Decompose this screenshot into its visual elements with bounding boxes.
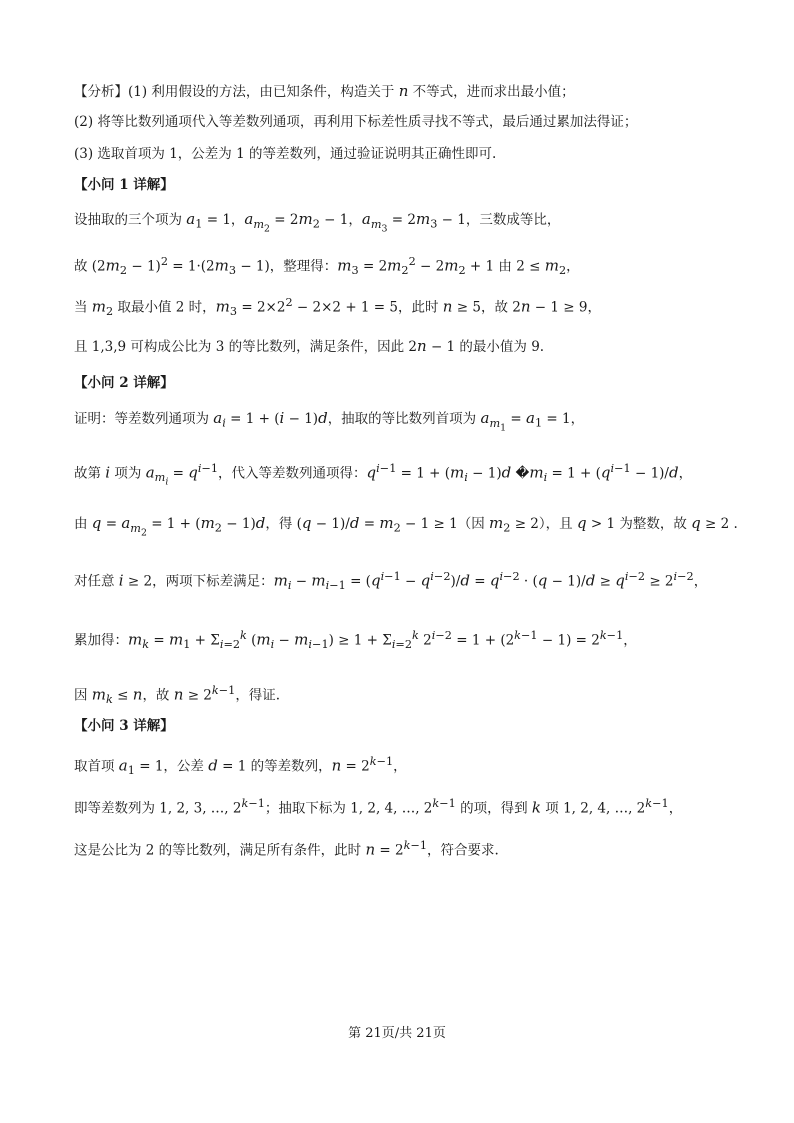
part1-line-4: 且 1,3,9 可构成公比为 3 的等比数列，满足条件，因此 2n − 1 的最小值为 9. bbox=[74, 337, 545, 355]
page-footer: 第 21页/共 21页 bbox=[348, 1026, 446, 1041]
section-heading-1: 【小问 1 详解】 bbox=[74, 177, 174, 193]
part2-line-1: 证明：等差数列通项为 $a_i = 1 + (i - 1)d$，抽取的等比数列首项为 $a_{m_1} = a_1 = 1$， bbox=[74, 409, 585, 433]
part3-line-3: 这是公比为 2 的等比数列，满足所有条件，此时 $n = 2^{k-1}$，符合要求. bbox=[74, 839, 499, 859]
part3-line-2: 即等差数列为 1, 2, 3, …, $2^{k-1}$；抽取下标为 1, 2, 4, …, $2^{k-1}$ 的项，得到 k 项 1, 2, 4, …, $2^{k-1}$， bbox=[74, 797, 683, 817]
part2-line-6: 因 $m_k \le n$，故 $n \ge 2^{k-1}$，得证. bbox=[74, 684, 281, 707]
analysis-line-1: 【分析】(1) 利用假设的方法，由已知条件，构造关于 n 不等式，进而求出最小值； bbox=[74, 82, 575, 100]
analysis-line-3: (3) 选取首项为 1，公差为 1 的等差数列，通过验证说明其正确性即可. bbox=[74, 146, 497, 162]
section-heading-2: 【小问 2 详解】 bbox=[74, 375, 174, 391]
part2-line-3: 由 $q = a_{m_2} = 1 + (m_2 - 1)d$，得 $(q - 1)/d = m_2 - 1 \ge 1$（因 $m_2 \ge 2$），且 q > 1 为整数，故 q ≥ 2 . bbox=[74, 514, 738, 538]
part2-line-2: 故第 i 项为 $a_{m_i} = q^{i-1}$，代入等差数列通项得：$q^{i-1} = 1 + (m_i - 1)d$ $�m_i = 1 + (q^{i-1} - 1)/d$， bbox=[74, 462, 693, 488]
analysis-line-2: (2) 将等比数列通项代入等差数列通项，再利用下标差性质寻找不等式，最后通过累加法得证； bbox=[74, 114, 638, 130]
section-heading-3: 【小问 3 详解】 bbox=[74, 718, 174, 734]
part2-line-4: 对任意 i ≥ 2，两项下标差满足：$m_i - m_{i-1} = (q^{i-1} - q^{i-2})/d = q^{i-2} \cdot (q - 1)/d \ge q^{i-2} \ge 2^{i-2}$， bbox=[74, 570, 708, 593]
part3-line-1: 取首项 $a_1 = 1$，公差 d = 1 的等差数列，$n = 2^{k-1}$， bbox=[74, 755, 407, 778]
part1-line-3: 当 $m_2$ 取最小值 2 时，$m_3 = 2\times 2^2 - 2\times 2 + 1 = 5$，此时 n ≥ 5，故 2n − 1 ≥ 9， bbox=[74, 296, 601, 319]
part2-line-5: 累加得：$m_k = m_1 + \Sigma_{i=2}^k$ $(m_i - m_{i-1}) \ge 1 + \Sigma_{i=2}^k$ $2^{i-2} = 1 + (2^{k-1} - 1) = 2^{k-1}$， bbox=[74, 629, 637, 652]
part1-line-2: 故 $(2m_2 - 1)^2 = 1\cdot(2m_3 - 1)$，整理得：$m_3 = 2m_2^2 - 2m_2 + 1$ 由 $2 \le m_2$， bbox=[74, 255, 580, 278]
part1-line-1: 设抽取的三个项为 $a_1 = 1$，$a_{m_2} = 2m_2 - 1$，$a_{m_3} = 2m_3 - 1$，三数成等比， bbox=[74, 210, 561, 234]
